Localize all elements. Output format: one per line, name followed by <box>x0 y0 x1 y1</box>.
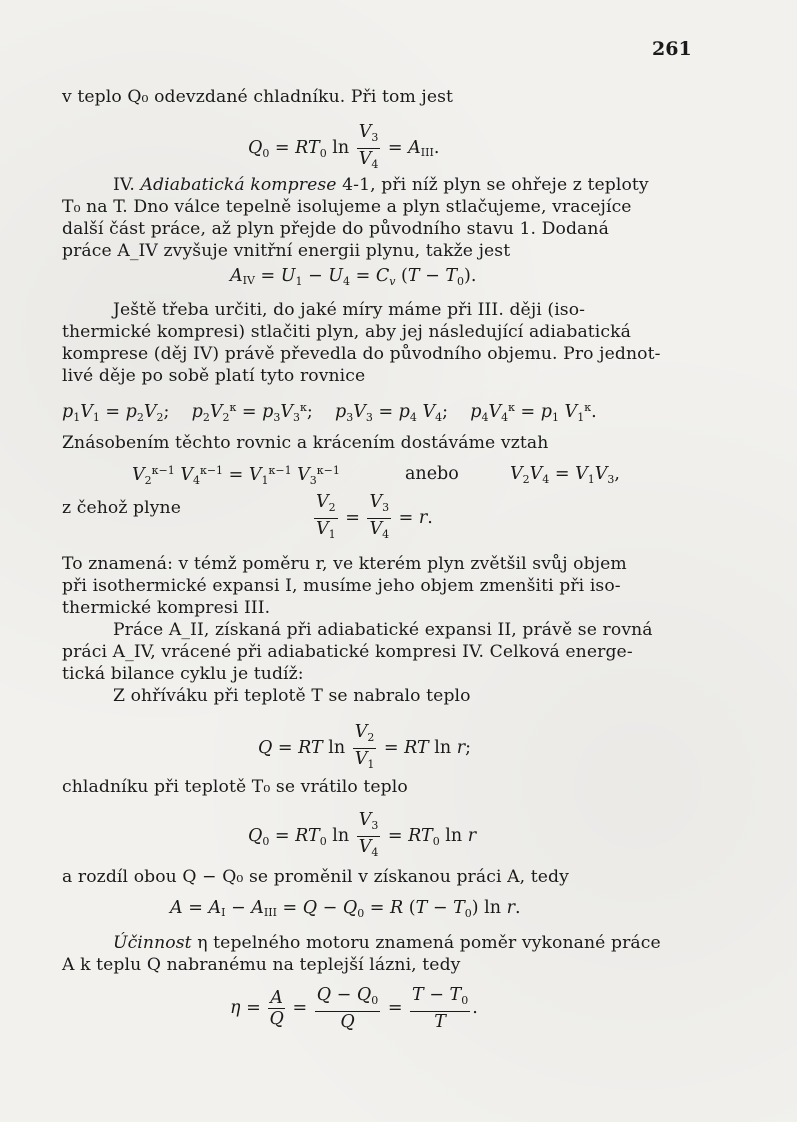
text-span: η tepelného motoru znamená poměr vykonané práce <box>197 933 661 953</box>
equation-volume-product: $V_2^{\kappa-1}$ $V_4^{\kappa-1} = V_1^{\kappa-1}$ $V_3^{\kappa-1}$ <box>132 464 340 487</box>
equation-connector-word: anebo <box>405 464 459 484</box>
text-line: thermické kompresi) stlačiti plyn, aby jej následující adiabatická <box>62 322 631 342</box>
equation-aiv: AIV = $U_1 - U_4 = C_v$ $(T - T_0)$. <box>230 266 477 288</box>
roman-numeral: IV. <box>113 175 135 195</box>
page-number: 261 <box>652 38 692 60</box>
text-line: práce A_IV zvyšuje vnitřní energii plynu, takže jest <box>62 241 511 261</box>
text-line: T₀ na T. Dno válce tepelně isolujeme a plyn stlačujeme, vracejíce <box>62 197 632 217</box>
equation-efficiency: η = $\frac{A}{Q}$ = $\frac{Q - Q_0}{Q}$ = $\frac{T - T_0}{T}$ . <box>230 985 478 1032</box>
equation-ratio-r: $\frac{V_2}{V_1}$ = $\frac{V_3}{V_4}$ = r. <box>316 492 433 541</box>
text-line: Znásobením těchto rovnic a krácením dostáváme vztah <box>62 433 549 453</box>
equation-work-a: A = AI − AIII = $Q - Q_0 = R$ $(T - T_0)$ ln r. <box>170 898 521 920</box>
text-line: A k teplu Q nabranému na teplejší lázni, tedy <box>62 955 461 975</box>
equation-heat-q0: $Q_0 = RT_0$ ln $\frac{V_3}{V_4}$ = $RT_0$ ln r <box>248 810 477 859</box>
paragraph-iv-line1 <box>113 174 703 196</box>
text-line: Práce A_II, získaná při adiabatické expansi II, právě se rovná <box>113 620 653 640</box>
text-line: thermické kompresi III. <box>62 598 271 618</box>
text-line: při isothermické expansi I, musíme jeho objem zmenšiti při iso- <box>62 576 621 596</box>
text-line: Z ohříváku při teplotě T se nabralo teplo <box>113 686 471 706</box>
text-span: 4-1, při níž plyn se ohřeje z teploty <box>342 175 649 195</box>
text-line: Ještě třeba určiti, do jaké míry máme při III. ději (iso- <box>113 300 586 320</box>
text-line: komprese (děj IV) právě převedla do původního objemu. Pro jednot- <box>62 344 661 364</box>
equation-volume-simplified: $V_2V_4 = V_1V_3$, <box>510 464 620 486</box>
equation-heat-q: Q = RT ln $\frac{V_2}{V_1}$ = RT ln r; <box>258 722 471 771</box>
emphasis-term: Účinnost <box>113 933 192 953</box>
text-line: chladníku při teplotě T₀ se vrátilo teplo <box>62 777 408 797</box>
paragraph-efficiency-line1 <box>113 932 703 954</box>
text-line: práci A_IV, vrácené při adiabatické kompresi IV. Celková energe- <box>62 642 633 662</box>
text-line: v teplo Q₀ odevzdané chladníku. Při tom jest <box>62 87 454 107</box>
equation-process-relations: $p_1V_1 = p_2V_2$; $p_2V_2^\kappa = p_3V_3^\kappa$; $p_3V_3 = p_4$ $V_4$; $p_4V_4^\kappa = p_1$ $V_1^\kappa$. <box>62 401 597 424</box>
text-line: tická bilance cyklu je tudíž: <box>62 664 304 684</box>
text-line: livé děje po sobě platí tyto rovnice <box>62 366 366 386</box>
text-line: další část práce, až plyn přejde do původního stavu 1. Dodaná <box>62 219 609 239</box>
text-line: a rozdíl obou Q − Q₀ se proměnil v získanou práci A, tedy <box>62 867 569 887</box>
text-line: z čehož plyne <box>62 498 182 518</box>
text-line: To znamená: v témž poměru r, ve kterém plyn zvětšil svůj objem <box>62 554 627 574</box>
equation-q0: $Q_0 = RT_0$ ln $\frac{V_3}{V_4}$ = AIII. <box>248 122 440 171</box>
emphasis-term: Adiabatická komprese <box>140 175 337 195</box>
